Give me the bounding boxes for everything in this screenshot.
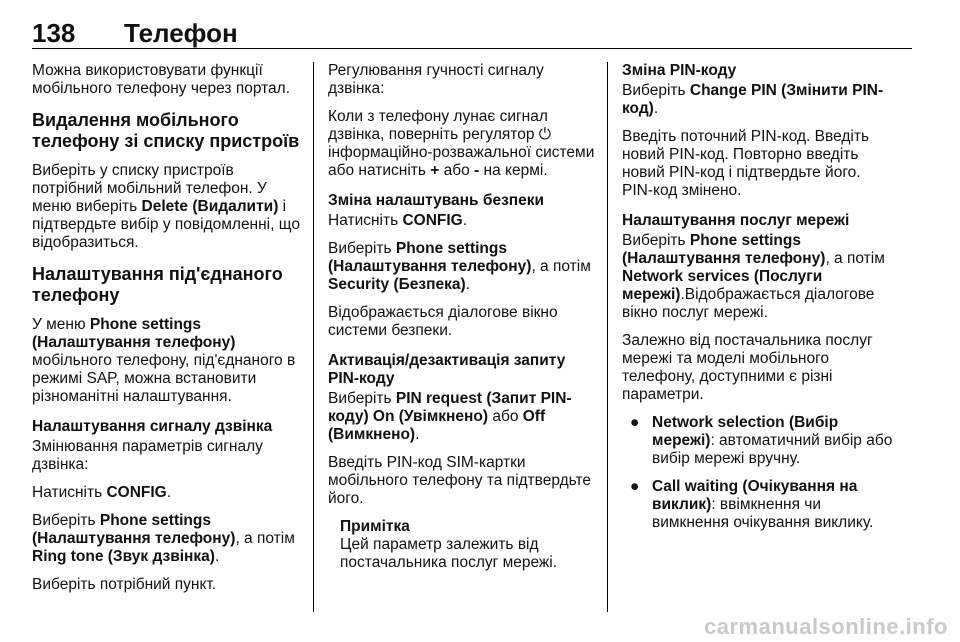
page-title: Телефон (124, 18, 238, 48)
note-title: Примітка (340, 518, 410, 535)
list-item (622, 414, 894, 468)
text-span: , а потім (531, 258, 591, 275)
select-item: Виберіть потрібний пункт. (32, 576, 217, 593)
press-config (32, 484, 302, 502)
depends-paragraph: Залежно від постачальника послуг мережі та моделі мобільного телефону, доступними є різні параметри. (622, 332, 873, 403)
ringtone-description: Змінювання параметрів сигналу дзвінка: (32, 438, 263, 473)
config-key: CONFIG (106, 484, 167, 501)
heading-pin-request: Активація/дезактивація запиту PIN-коду (328, 352, 566, 387)
pin-off-option: Off (Вимкнено) (328, 408, 546, 443)
phone-settings-option: Phone settings (Налаштування телефону) (32, 316, 236, 351)
text-span: Виберіть (622, 232, 690, 249)
text-span: і підтвердьте вибір у повідомленні, що відобразиться. (32, 198, 300, 251)
bullet-icon: ● (630, 414, 640, 431)
column-divider-1 (313, 62, 314, 612)
heading-delete-phone: Видалення мобільного телефону зі списку пристроїв (32, 110, 300, 151)
column-1 (32, 62, 302, 604)
select-pin (328, 390, 596, 444)
text-span: : автоматичний вибір або вибір мережі вручну. (652, 432, 893, 467)
heading-security: Зміна налаштувань безпеки (328, 192, 545, 209)
enter-pin: Введіть PIN-код SIM-картки мобільного телефону та підтвердьте його. (328, 454, 592, 507)
note-box (340, 518, 596, 572)
text-span: : ввімкнення чи вимкнення очікування виклику. (652, 496, 874, 531)
watermark: carmanualsonline.info (704, 614, 948, 639)
heading-connected-phone-settings: Налаштування під'єднаного телефону (32, 264, 283, 305)
text-span: , а потім (235, 530, 295, 547)
text-span: . (465, 276, 470, 293)
delete-paragraph (32, 162, 302, 252)
network-services-option: Network services (Послуги мережі) (622, 268, 823, 303)
settings-paragraph (32, 316, 302, 406)
text-span: . (653, 100, 659, 117)
text-span: Виберіть (622, 82, 690, 99)
text-span: Виберіть (32, 512, 100, 529)
heading-change-pin: Зміна PIN-коду (622, 62, 737, 79)
minus-key: - (474, 162, 480, 179)
select-network (622, 232, 894, 322)
config-key: CONFIG (402, 212, 463, 229)
column-divider-2 (607, 62, 608, 612)
phone-settings-option: Phone settings (Налаштування телефону) (32, 512, 236, 547)
text-span: мобільного телефону, під'єднаного в режимі SAP, можна встановити різноманітні налаштування. (32, 352, 296, 405)
text-span: або (439, 162, 475, 179)
phone-settings-option: Phone settings (Налаштування телефону) (622, 232, 826, 267)
text-span: . (166, 484, 172, 501)
note-text: Цей параметр залежить від постачальника послуг мережі. (340, 536, 558, 571)
text-span: Коли з телефону лунає сигнал дзвінка, поверніть регулятор (328, 108, 548, 143)
text-span: інформаційно-розважальної системи або натисніть (328, 144, 595, 179)
select-change-pin (622, 82, 894, 118)
volume-description: Регулювання гучності сигналу дзвінка: (328, 62, 544, 97)
select-ringtone (32, 512, 302, 566)
change-pin-option: Change PIN (Змінити PIN-код) (622, 82, 884, 117)
network-dialog: Відображається діалогове вікно послуг мережі. (622, 286, 875, 321)
text-span: на кермі. (479, 162, 548, 179)
header-rule (32, 48, 912, 49)
heading-ringtone: Налаштування сигналу дзвінка (32, 418, 273, 435)
phone-settings-option: Phone settings (Налаштування телефону) (328, 240, 532, 275)
column-3 (622, 62, 894, 542)
text-span: . (415, 426, 420, 443)
text-span: Виберіть у списку пристроїв потрібний мобільний телефон. У меню виберіть (32, 162, 267, 215)
text-span: або (488, 408, 523, 425)
intro-paragraph: Можна використовувати функції мобільного телефону через портал. (32, 62, 291, 97)
security-option: Security (Безпека) (328, 276, 466, 293)
plus-key: + (430, 162, 440, 179)
text-span: Виберіть (328, 240, 396, 257)
power-icon: ⏻ (538, 126, 552, 143)
heading-network-services: Налаштування послуг мережі (622, 212, 850, 229)
press-config (328, 212, 596, 230)
change-pin-paragraph: Введіть поточний PIN-код. Введіть новий PIN-код. Повторно введіть новий PIN-код і підтвердьте його. PIN-код змінено. (622, 128, 870, 199)
security-dialog: Відображається діалогове вікно системи безпеки. (328, 304, 558, 339)
page-number: 138 (32, 18, 76, 48)
text-span: . (462, 212, 468, 229)
call-waiting-option: Call waiting (Очікування на виклик) (652, 478, 858, 513)
text-span: , а потім (825, 250, 885, 267)
volume-paragraph (328, 108, 596, 180)
column-2 (328, 62, 596, 572)
text-span: . (680, 286, 685, 303)
network-options-list (622, 414, 894, 532)
text-span: Натисніть (328, 212, 403, 229)
pin-request-option: PIN request (Запит PIN-коду) On (Увімкнено) (328, 390, 572, 425)
text-span: Виберіть (328, 390, 396, 407)
bullet-icon: ● (630, 478, 640, 495)
text-span: У меню (32, 316, 90, 333)
list-item (622, 478, 894, 532)
delete-option: Delete (Видалити) (141, 198, 279, 215)
page-header (32, 14, 912, 50)
text-span: Натисніть (32, 484, 107, 501)
network-selection-option: Network selection (Вибір мережі) (652, 414, 839, 449)
text-span: . (214, 548, 220, 565)
select-security (328, 240, 596, 294)
ringtone-option: Ring tone (Звук дзвінка) (32, 548, 215, 565)
